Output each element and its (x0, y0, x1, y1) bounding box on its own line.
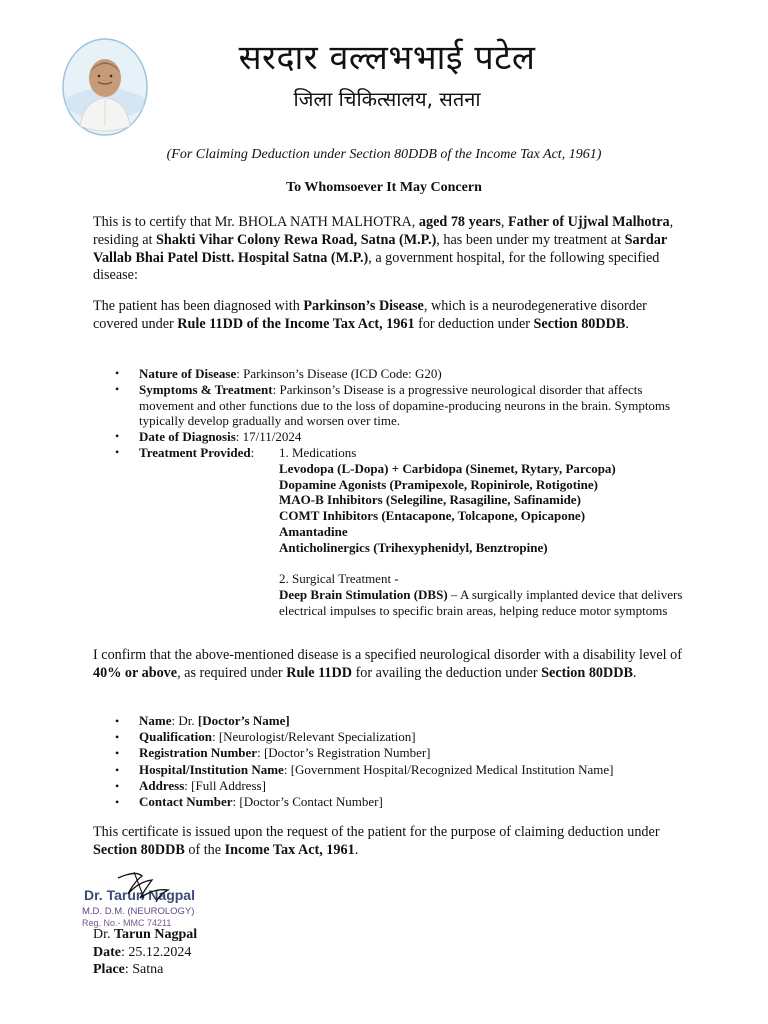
confirm-text: , as required under (177, 664, 287, 681)
doctor-details-list (93, 713, 683, 810)
treatment-details (279, 445, 683, 619)
medication-item: Anticholinergics (Trihexyphenidyl, Benztropine) (279, 539, 548, 555)
portrait-logo (62, 38, 148, 136)
confirm-text: . (632, 664, 637, 681)
medication-item: Dopamine Agonists (Pramipexole, Ropinirole, Rotigotine) (279, 476, 598, 492)
date-label: Date (93, 944, 121, 960)
patient-address: Shakti Vihar Colony Rewa Road, Satna (M.P.) (156, 231, 437, 248)
diagnosis-date-label: Date of Diagnosis (139, 429, 236, 445)
list-item-qualification (93, 729, 683, 745)
registration-label: Registration Number (139, 745, 258, 761)
signature-place (93, 961, 197, 979)
hospital-name: Sardar Vallab Bhai Patel Distt. Hospital Satna (M.P.) (93, 231, 667, 266)
disability-level: 40% or above (93, 664, 178, 681)
list-item-registration (93, 745, 683, 761)
medications-heading: 1. Medications (279, 444, 357, 460)
nature-label: Nature of Disease (139, 366, 237, 381)
intro-text: This is to certify that Mr. BHOLA NATH MALHOTRA, (93, 214, 419, 230)
place-label: Place (93, 962, 125, 977)
section-reference: Section 80DDB (541, 664, 633, 681)
closing-text: This certificate is issued upon the request of the patient for the purpose of claiming deduction under (93, 824, 660, 840)
list-item-symptoms (93, 382, 683, 429)
registration-value: : [Doctor’s Registration Number] (257, 745, 431, 761)
medication-item: COMT Inhibitors (Entacapone, Tolcapone, Opicapone) (279, 508, 586, 524)
signature-block (93, 926, 197, 979)
treatment-label: Treatment Provided (139, 444, 251, 460)
patient-relation: Father of Ujjwal Malhotra (507, 214, 670, 230)
surgical-treatment (279, 587, 683, 619)
signature-date (93, 944, 197, 962)
contact-value: : [Doctor’s Contact Number] (232, 794, 383, 810)
intro-text: , (500, 214, 508, 230)
diagnosis-paragraph (93, 298, 683, 334)
stamp-name: Dr. Tarun Nagpal (84, 887, 195, 903)
hospital-value: : [Government Hospital/Recognized Medical Institution Name] (283, 761, 614, 777)
surgical-heading: 2. Surgical Treatment - (279, 571, 399, 587)
diagnosis-text: . (625, 315, 629, 332)
dbs-description: – A surgically implanted device that delivers electrical impulses to specific brain areas, helping reduce motor symptoms (279, 587, 683, 618)
confirmation-paragraph (93, 647, 683, 683)
medication-item: Amantadine (279, 523, 348, 539)
confirm-text: for availing the deduction under (352, 664, 542, 681)
list-item-treatment (93, 445, 683, 619)
section-reference: Section 80DDB (533, 315, 626, 332)
rule-reference: Rule 11DD of the Income Tax Act, 1961 (177, 315, 415, 332)
signatory-name (93, 926, 197, 944)
qualification-value: : [Neurologist/Relevant Specialization] (211, 729, 416, 745)
diagnosis-text: The patient has been diagnosed with (93, 298, 304, 314)
hospital-title-hindi: सरदार वल्लभभाई पटेल (238, 38, 536, 78)
certificate-purpose-line: (For Claiming Deduction under Section 80DDB of the Income Tax Act, 1961) (166, 147, 602, 162)
nature-value: : Parkinson’s Disease (ICD Code: G20) (236, 366, 442, 381)
disease-name: Parkinson’s Disease (303, 298, 424, 314)
act-reference: Income Tax Act, 1961 (224, 841, 355, 858)
contact-label: Contact Number (139, 794, 233, 810)
symptoms-value: : Parkinson’s Disease is a progressive neurological disorder that affects movement and other functions due to the loss of dopamine-producing neurons in the brain. Symptoms typically develop gradually and worsen over time. (139, 381, 671, 429)
closing-text: of the (184, 841, 225, 858)
place-value: : Satna (124, 962, 164, 977)
intro-paragraph (93, 214, 683, 285)
intro-text: , a government hospital, for the following specified disease: (93, 249, 660, 284)
diagnosis-text: for deduction under (414, 315, 534, 332)
list-item-hospital (93, 762, 683, 778)
list-item-nature (93, 366, 683, 382)
address-label: Address (139, 777, 185, 793)
symptoms-label: Symptoms & Treatment (139, 381, 273, 397)
certificate-heading: To Whomsoever It May Concern (286, 180, 482, 195)
medication-item: MAO-B Inhibitors (Selegiline, Rasagiline, Safinamide) (279, 492, 581, 508)
medication-item: Levodopa (L-Dopa) + Carbidopa (Sinemet, Rytary, Parcopa) (279, 460, 616, 476)
qualification-label: Qualification (139, 729, 212, 745)
doctor-name-prefix: : Dr. (171, 713, 198, 728)
hospital-label: Hospital/Institution Name (139, 761, 284, 777)
stamp-registration: Reg. No.- MMC 74211 (82, 918, 172, 928)
list-item-address (93, 778, 683, 794)
closing-text: . (354, 841, 359, 858)
rule-reference: Rule 11DD (286, 664, 353, 681)
disease-details-list (93, 366, 683, 619)
signatory-name-value: Tarun Nagpal (114, 927, 198, 942)
confirm-text: I confirm that the above-mentioned disease is a specified neurological disorder with a disability level of (93, 647, 682, 663)
closing-paragraph (93, 824, 683, 860)
treatment-colon: : (250, 444, 255, 460)
hospital-subtitle-hindi: जिला चिकित्सालय, सतना (293, 87, 481, 111)
dbs-label: Deep Brain Stimulation (DBS) (279, 587, 448, 603)
list-item-diagnosis-date (93, 429, 683, 445)
intro-text: , has been under my treatment at (436, 231, 625, 248)
intro-text: , residing at (93, 214, 674, 248)
diagnosis-text: , which is a neurodegenerative disorder covered under (93, 298, 647, 332)
diagnosis-date-value: : 17/11/2024 (235, 429, 302, 445)
doctor-name-label: Name (139, 713, 172, 728)
section-reference: Section 80DDB (93, 841, 185, 858)
doctor-stamp (78, 868, 218, 930)
patient-age: aged 78 years (418, 214, 501, 230)
address-value: : [Full Address] (184, 777, 266, 793)
list-item-doctor-name (93, 713, 683, 729)
stamp-degree: M.D. D.M. (NEUROLOGY) (82, 906, 195, 917)
signatory-prefix: Dr. (93, 927, 114, 942)
list-item-contact (93, 794, 683, 810)
doctor-name-value: [Doctor’s Name] (197, 713, 290, 728)
date-value: : 25.12.2024 (121, 944, 192, 960)
